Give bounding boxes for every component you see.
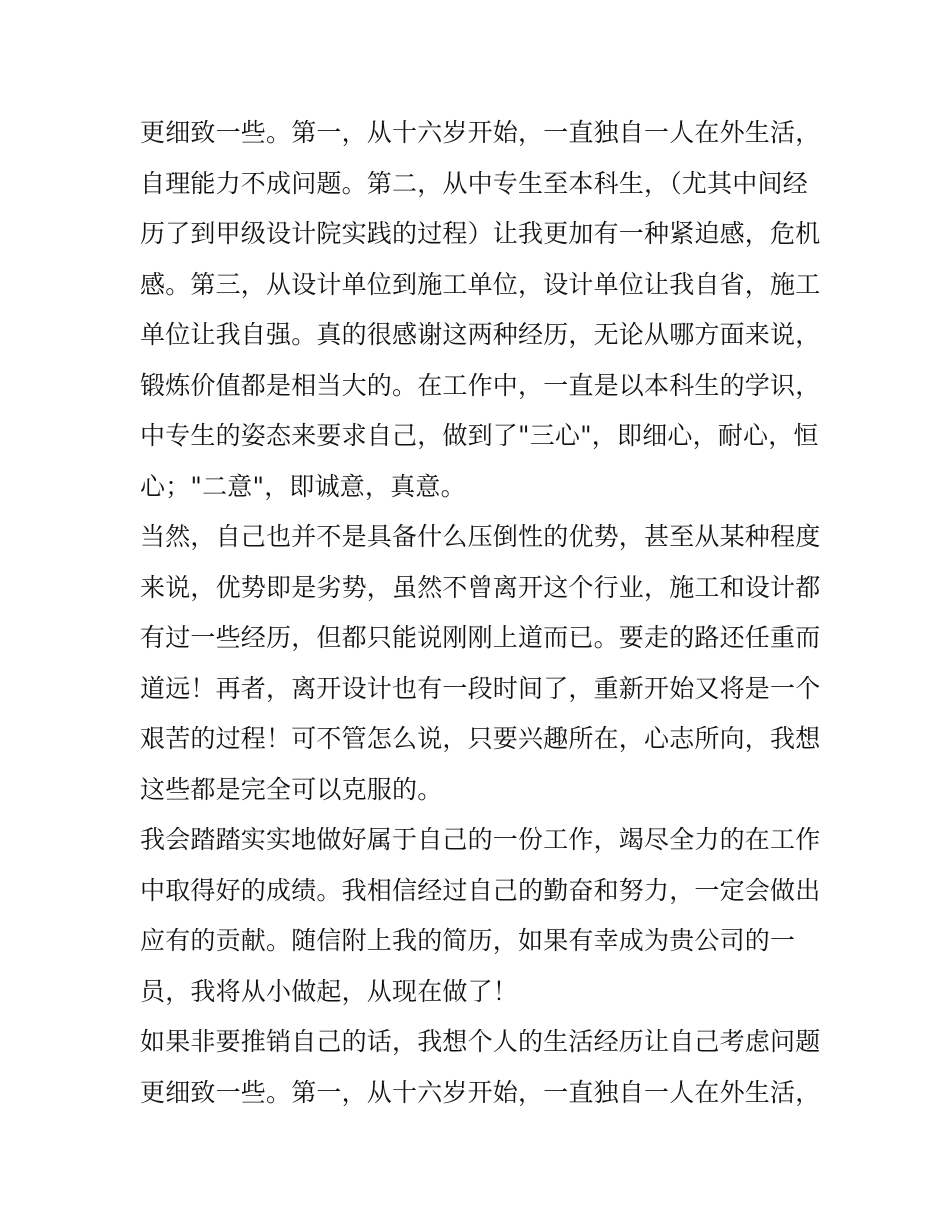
body-text <box>140 108 830 1118</box>
text-line: 心；"二意"，即诚意，真意。 <box>140 471 466 501</box>
text-line: 单位让我自强。真的很感谢这两种经历，无论从哪方面来说， <box>140 320 821 349</box>
text-line: 感。第三，从设计单位到施工单位，设计单位让我自省，施工 <box>140 269 821 299</box>
text-line: 更细致一些。第一，从十六岁开始，一直独自一人在外生活， <box>140 1077 821 1107</box>
text-line: 中专生的姿态来要求自己，做到了"三心"，即细心，耐心，恒 <box>140 421 819 450</box>
text-line: 更细致一些。第一，从十六岁开始，一直独自一人在外生活， <box>140 118 821 147</box>
text-line: 锻炼价值都是相当大的。在工作中，一直是以本科生的学识， <box>140 370 821 400</box>
text-line: 如果非要推销自己的话，我想个人的生活经历让自己考虑问题 <box>140 1027 821 1056</box>
text-line: 自理能力不成问题。第二，从中专生至本科生，（尤其中间经 <box>140 168 808 198</box>
text-line: 历了到甲级设计院实践的过程）让我更加有一种紧迫感，危机 <box>140 219 821 248</box>
text-line: 艰苦的过程！可不管怎么说，只要兴趣所在，心志所向，我想 <box>140 724 821 753</box>
text-line: 当然，自己也并不是具备什么压倒性的优势，甚至从某种程度 <box>140 522 821 551</box>
text-line: 我会踏踏实实地做好属于自己的一份工作，竭尽全力的在工作 <box>140 825 821 854</box>
text-line: 员，我将从小做起，从现在做了！ <box>140 976 519 1006</box>
text-line: 来说，优势即是劣势，虽然不曾离开这个行业，施工和设计都 <box>140 572 821 602</box>
text-line: 中取得好的成绩。我相信经过自己的勤奋和努力，一定会做出 <box>140 875 821 905</box>
text-line: 这些都是完全可以克服的。 <box>140 774 443 804</box>
text-line: 应有的贡献。随信附上我的简历，如果有幸成为贵公司的一 <box>140 926 796 955</box>
text-line: 道远！再者，离开设计也有一段时间了，重新开始又将是一个 <box>140 673 821 703</box>
text-line: 有过一些经历，但都只能说刚刚上道而已。要走的路还任重而 <box>140 623 821 652</box>
